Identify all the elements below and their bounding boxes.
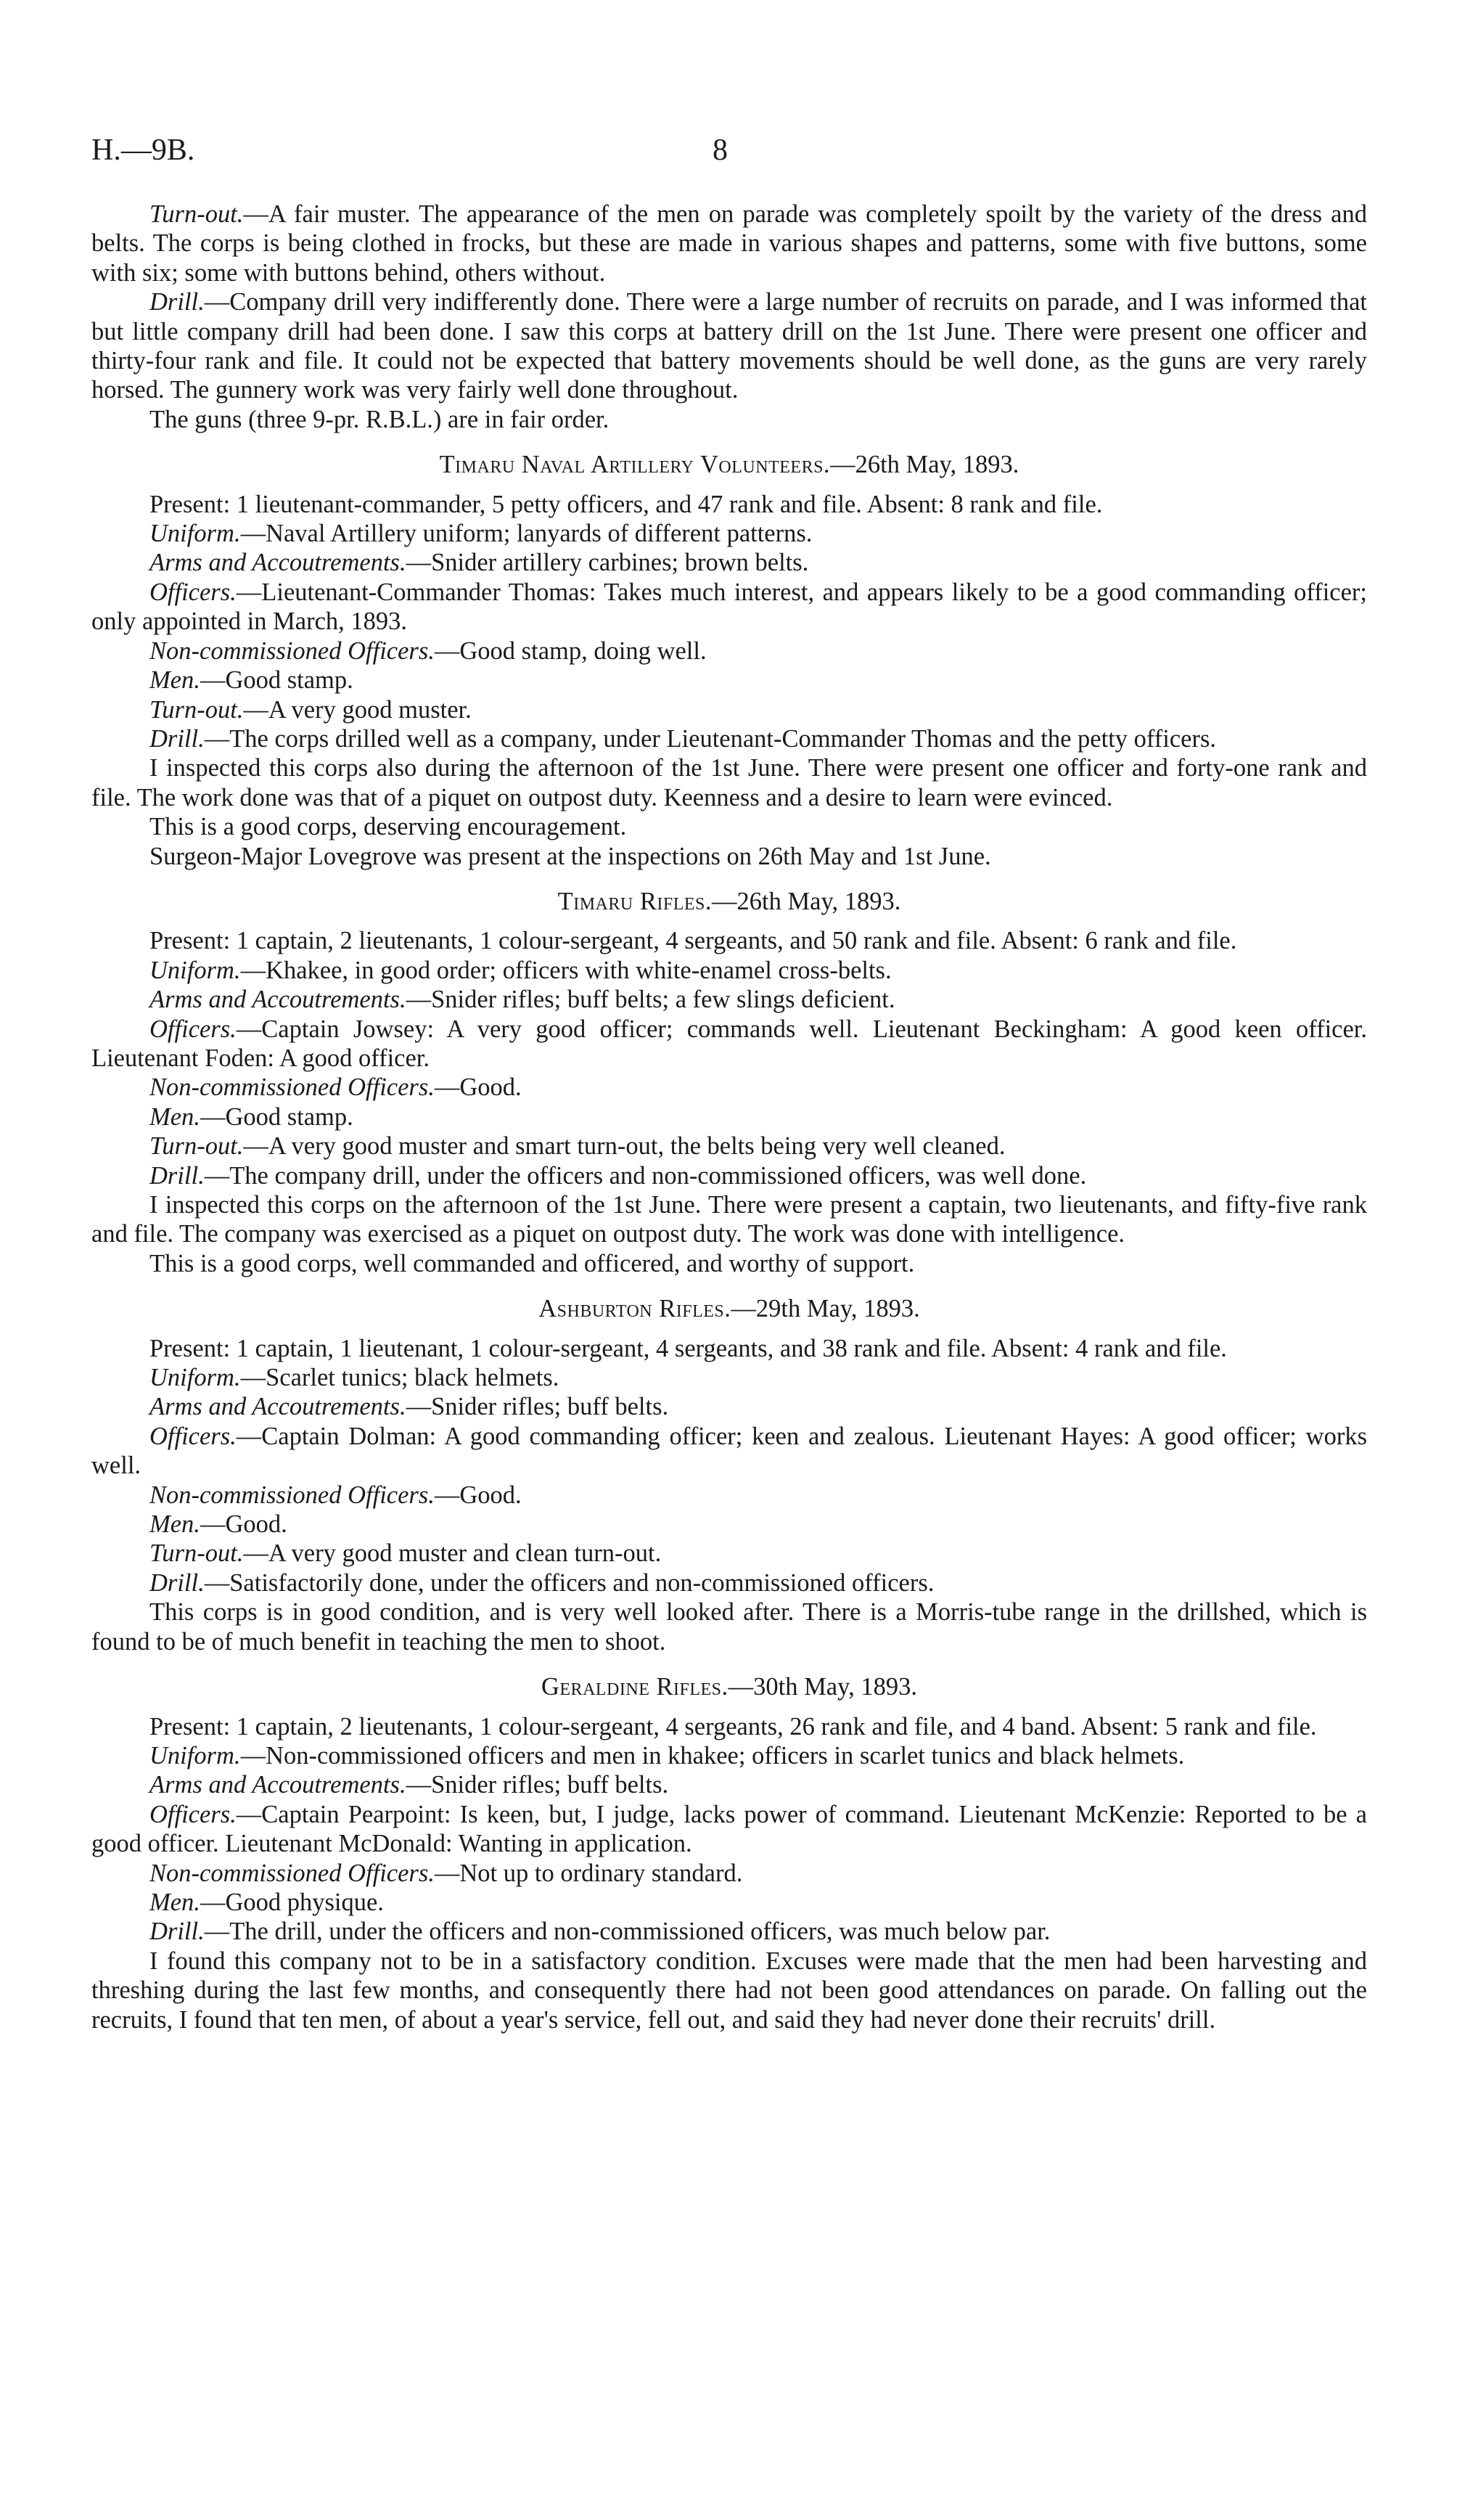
paragraph-text: —Snider rifles; buff belts. <box>406 1393 669 1421</box>
paragraph-text: This corps is in good condition, and is very well looked after. There is a Morris-tube range in the drillshed, which is found to be of much benefit in teaching the men to shoot. <box>91 1598 1367 1656</box>
paragraph-label: Men. <box>149 1510 200 1539</box>
paragraph <box>91 637 1367 666</box>
paragraph-label: Non-commissioned Officers. <box>149 1073 435 1102</box>
paragraph <box>91 1161 1367 1190</box>
section-heading <box>91 450 1367 479</box>
paragraph <box>91 1015 1367 1073</box>
paragraph-text: —Lieutenant-Commander Thomas: Takes much interest, and appears likely to be a good commanding officer; only appointed in March, 1893. <box>91 578 1367 636</box>
paragraph <box>91 1392 1367 1421</box>
paragraph-text: Present: 1 captain, 2 lieutenants, 1 colour-sergeant, 4 sergeants, and 50 rank and file. Absent: 6 rank and file. <box>149 927 1237 955</box>
paragraph <box>91 1741 1367 1770</box>
paragraph <box>91 578 1367 637</box>
paragraph-label: Drill. <box>149 288 205 316</box>
paragraph <box>91 490 1367 519</box>
paragraph <box>91 1422 1367 1481</box>
paragraph-text: —Not up to ordinary standard. <box>434 1859 743 1887</box>
paragraph-label: Drill. <box>149 724 205 753</box>
section-heading <box>91 887 1367 916</box>
paragraph-label: Drill. <box>149 1568 205 1597</box>
paragraph-text: —Captain Dolman: A good commanding officer; keen and zealous. Lieutenant Hayes: A good officer; works well. <box>91 1422 1367 1480</box>
section-corps-name: Geraldine Rifles. <box>541 1673 728 1701</box>
paragraph-text: Surgeon-Major Lovegrove was present at the inspections on 26th May and 1st June. <box>149 842 991 870</box>
paragraph <box>91 548 1367 577</box>
paragraph-label: Arms and Accoutrements. <box>149 1771 406 1799</box>
paragraph <box>91 287 1367 405</box>
paragraph-label: Turn-out. <box>149 695 244 724</box>
paragraph-text: —Captain Pearpoint: Is keen, but, I judge, lacks power of command. Lieutenant McKenzie: Reported to be a good officer. Lieutenant McDonald: Wanting in application. <box>91 1800 1367 1858</box>
paragraph-text: Present: 1 captain, 2 lieutenants, 1 colour-sergeant, 4 sergeants, 26 rank and file, and 4 band. Absent: 5 rank and file. <box>149 1712 1317 1740</box>
paragraph-label: Uniform. <box>149 1364 241 1392</box>
page-number: 8 <box>713 134 728 167</box>
paragraph-label: Uniform. <box>149 520 241 548</box>
paragraph-text: Present: 1 lieutenant-commander, 5 petty officers, and 47 rank and file. Absent: 8 rank and file. <box>149 490 1103 518</box>
paragraph <box>91 812 1367 841</box>
paragraph <box>91 1073 1367 1102</box>
paragraph-label: Officers. <box>149 1015 237 1043</box>
paragraph <box>91 1481 1367 1510</box>
paragraph-text: —Company drill very indifferently done. There were a large number of recruits on parade, and I was informed that but little company drill had been done. I saw this corps at battery drill on the 1st June. There were present one officer and thirty-four rank and file. It could not be expected that battery movements should be well done, as the guns are very rarely horsed. The gunnery work was very fairly well done throughout. <box>91 288 1367 404</box>
paragraph <box>91 724 1367 753</box>
section-corps-name: Ashburton Rifles. <box>538 1295 731 1323</box>
paragraph-text: —A very good muster. <box>243 695 472 724</box>
paragraph <box>91 1568 1367 1598</box>
paragraph <box>91 1539 1367 1568</box>
paragraph-text: —Good. <box>434 1073 522 1102</box>
paragraph <box>91 842 1367 871</box>
paragraph <box>91 926 1367 955</box>
paragraph-text: —Good. <box>200 1510 287 1539</box>
paragraph-text: —Good stamp. <box>200 666 353 695</box>
paragraph-label: Officers. <box>149 1422 237 1450</box>
paragraph-label: Turn-out. <box>149 200 244 228</box>
paragraph-text: —The drill, under the officers and non-commissioned officers, was much below par. <box>204 1918 1051 1946</box>
paragraph <box>91 1249 1367 1278</box>
paragraph <box>91 753 1367 812</box>
paragraph-label: Men. <box>149 1102 200 1131</box>
paragraph-label: Non-commissioned Officers. <box>149 1859 435 1887</box>
paragraph-label: Turn-out. <box>149 1132 244 1161</box>
paragraph <box>91 1770 1367 1799</box>
paragraph-text: I inspected this corps on the afternoon of the 1st June. There were present a captain, two lieutenants, and fifty-five rank and file. The company was exercised as a piquet on outpost duty. The work was done with intelligence. <box>91 1191 1367 1248</box>
paragraph-text: —Good stamp. <box>200 1102 353 1131</box>
paragraph <box>91 1363 1367 1392</box>
paragraph <box>91 1334 1367 1363</box>
paragraph-text: —Satisfactorily done, under the officers and non-commissioned officers. <box>204 1568 935 1597</box>
paragraph-label: Turn-out. <box>149 1539 244 1568</box>
paragraph <box>91 1190 1367 1249</box>
paragraph-label: Non-commissioned Officers. <box>149 637 435 665</box>
paragraph-text: —Good physique. <box>200 1888 384 1916</box>
paragraph-text: The guns (three 9-pr. R.B.L.) are in fair order. <box>149 405 610 433</box>
paragraph-text: —Snider rifles; buff belts. <box>406 1771 669 1799</box>
paragraph-text: —The corps drilled well as a company, under Lieutenant-Commander Thomas and the petty officers. <box>204 724 1217 753</box>
section-date: —29th May, 1893. <box>731 1295 920 1323</box>
paragraph <box>91 956 1367 985</box>
paragraph-label: Drill. <box>149 1161 205 1190</box>
section-date: —30th May, 1893. <box>728 1673 917 1701</box>
paragraph-label: Arms and Accoutrements. <box>149 1393 406 1421</box>
paragraph-label: Officers. <box>149 578 237 606</box>
paragraph-label: Non-commissioned Officers. <box>149 1481 435 1509</box>
paragraph-label: Men. <box>149 1888 200 1916</box>
paragraph-text: —Good stamp, doing well. <box>434 637 707 665</box>
section-heading <box>91 1294 1367 1323</box>
paragraph-text: —Captain Jowsey: A very good officer; commands well. Lieutenant Beckingham: A good keen officer. Lieutenant Foden: A good officer. <box>91 1015 1367 1072</box>
paragraph-text: —The company drill, under the officers and non-commissioned officers, was well done. <box>204 1161 1087 1190</box>
paragraph <box>91 985 1367 1014</box>
section-date: —26th May, 1893. <box>712 887 901 915</box>
paragraph-text: Present: 1 captain, 1 lieutenant, 1 colour-sergeant, 4 sergeants, and 38 rank and file. Absent: 4 rank and file. <box>149 1334 1227 1362</box>
paragraph <box>91 1947 1367 2034</box>
paragraph-text: —A very good muster and clean turn-out. <box>243 1539 662 1568</box>
section-date: —26th May, 1893. <box>830 451 1019 479</box>
paragraph <box>91 695 1367 724</box>
paragraph-text: —Naval Artillery uniform; lanyards of different patterns. <box>240 520 813 548</box>
paragraph <box>91 1598 1367 1656</box>
paragraph <box>91 1888 1367 1917</box>
section-corps-name: Timaru Rifles. <box>557 887 712 915</box>
paragraph <box>91 1132 1367 1161</box>
paragraph-text: I inspected this corps also during the afternoon of the 1st June. There were present one officer and forty-one rank and file. The work done was that of a piquet on outpost duty. Keenness and a desire to learn were evinced. <box>91 754 1367 811</box>
report-body <box>91 200 1367 2034</box>
paragraph <box>91 666 1367 695</box>
paragraph-text: This is a good corps, well commanded and officered, and worthy of support. <box>149 1249 915 1277</box>
paragraph-text: I found this company not to be in a satisfactory condition. Excuses were made that the men had been harvesting and threshing during the last few months, and consequently there had not been good attendances on parade. On falling out the recruits, I found that ten men, of about a year's service, fell out, and said they had never done their recruits' drill. <box>91 1947 1367 2034</box>
paragraph-label: Arms and Accoutrements. <box>149 986 406 1014</box>
paragraph-text: —Snider artillery carbines; brown belts. <box>406 549 809 577</box>
paragraph-label: Arms and Accoutrements. <box>149 549 406 577</box>
paragraph-text: This is a good corps, deserving encouragement. <box>149 813 627 841</box>
paragraph-text: —Scarlet tunics; black helmets. <box>240 1364 559 1392</box>
paragraph-text: —Good. <box>434 1481 522 1509</box>
paragraph <box>91 1917 1367 1946</box>
paragraph <box>91 1800 1367 1859</box>
paragraph <box>91 1510 1367 1539</box>
paragraph <box>91 1712 1367 1741</box>
paragraph <box>91 519 1367 548</box>
paragraph <box>91 1102 1367 1132</box>
paragraph-label: Drill. <box>149 1918 205 1946</box>
paragraph-text: —A fair muster. The appearance of the men on parade was completely spoilt by the variety of the dress and belts. The corps is being clothed in frocks, but these are made in various shapes and patterns, some with five buttons, some with six; some with buttons behind, others without. <box>91 200 1367 287</box>
paragraph-label: Uniform. <box>149 956 241 984</box>
paragraph-text: —Khakee, in good order; officers with white-enamel cross-belts. <box>240 956 892 984</box>
paragraph-text: —A very good muster and smart turn-out, the belts being very well cleaned. <box>243 1132 1006 1161</box>
paragraph <box>91 1859 1367 1888</box>
paragraph <box>91 200 1367 287</box>
section-heading <box>91 1672 1367 1701</box>
paragraph-text: —Non-commissioned officers and men in khakee; officers in scarlet tunics and black helmets. <box>240 1741 1185 1770</box>
report-reference: H.—9B. <box>91 134 195 167</box>
paragraph-label: Uniform. <box>149 1741 241 1770</box>
paragraph-label: Officers. <box>149 1800 237 1828</box>
paragraph-label: Men. <box>149 666 200 695</box>
section-corps-name: Timaru Naval Artillery Volunteers. <box>439 451 831 479</box>
paragraph <box>91 405 1367 434</box>
paragraph-text: —Snider rifles; buff belts; a few slings deficient. <box>406 986 895 1014</box>
